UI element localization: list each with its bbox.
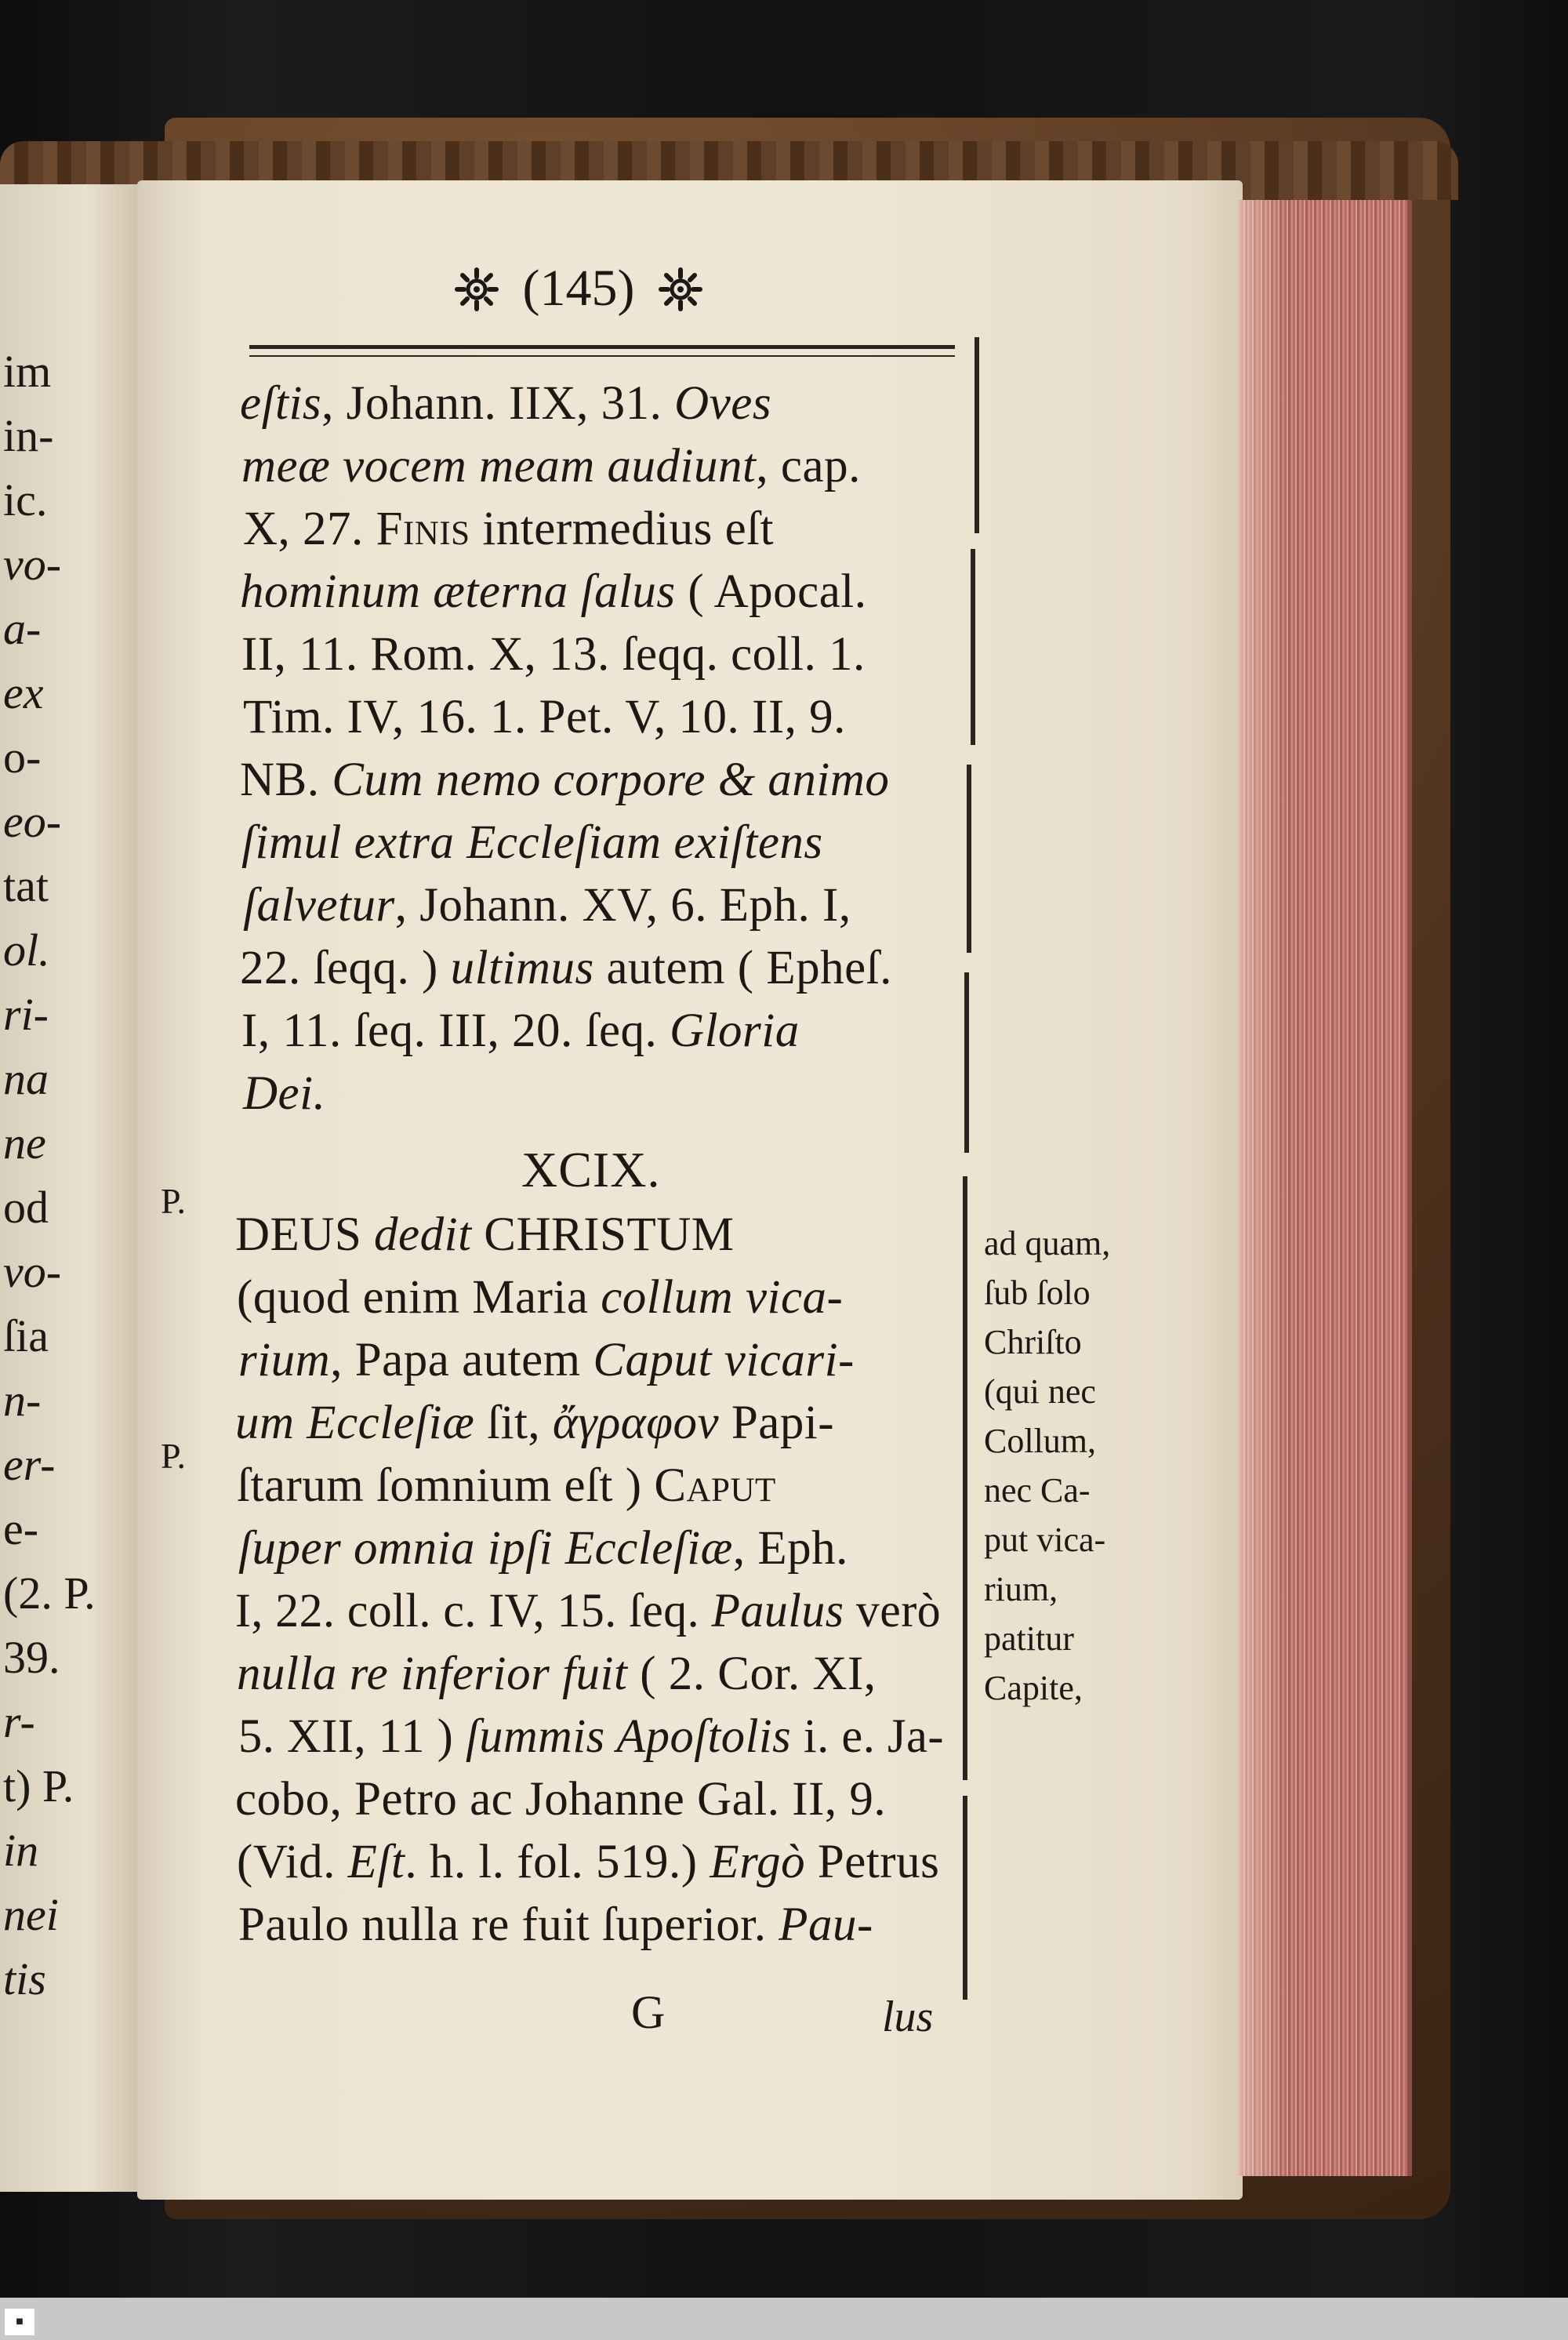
text-segment: Dei.	[243, 1067, 326, 1120]
text-segment: (quod enim Maria	[237, 1271, 601, 1324]
margin-note-line: (qui nec	[984, 1372, 1096, 1411]
text-line	[240, 376, 771, 431]
header-rule	[249, 345, 955, 357]
margin-note-line: Chriſto	[984, 1323, 1082, 1361]
text-line	[237, 1835, 939, 1890]
left-page-fragment: eo-	[3, 796, 62, 847]
text-segment: 22. ſeqq. )	[240, 942, 451, 994]
left-page-fragment: nei	[3, 1889, 59, 1940]
text-segment: Paulo nulla re fuit ſuperior.	[238, 1899, 779, 1951]
left-page-fragment: ne	[3, 1117, 46, 1168]
text-segment: rium	[238, 1334, 331, 1386]
text-segment: Oves	[674, 377, 772, 430]
left-page-fragment: ſia	[3, 1310, 49, 1361]
text-segment: meæ vocem meam audiunt	[241, 440, 757, 492]
text-line	[235, 1208, 735, 1263]
text-segment: I, 22. coll. c. IV, 15. ſeq.	[235, 1585, 712, 1637]
text-segment: Tim. IV, 16. 1. Pet. V, 10. II, 9.	[243, 691, 846, 743]
text-segment: , Johann. XV, 6. Eph. I,	[394, 879, 851, 932]
left-page-fragment: im	[3, 346, 52, 397]
text-line	[243, 878, 851, 933]
left-page-fragment: t) P.	[3, 1760, 74, 1811]
margin-note-line: patitur	[984, 1619, 1074, 1658]
text-line	[235, 1396, 834, 1451]
text-line	[240, 753, 889, 808]
margin-mark-p: P.	[161, 1181, 186, 1221]
text-segment: NB.	[240, 754, 332, 806]
text-segment: ſuper omnia ipſi Eccleſiæ	[238, 1522, 733, 1575]
text-segment: eſtis	[240, 377, 322, 430]
text-segment: II, 11. Rom. X, 13. ſeqq. coll. 1.	[241, 628, 866, 681]
margin-mark-p: P.	[161, 1436, 186, 1476]
library-logo-icon: ■	[5, 2309, 34, 2335]
text-line	[238, 1521, 848, 1576]
text-line	[241, 627, 866, 682]
margin-note-line: Capite,	[984, 1669, 1083, 1707]
text-segment: Ergò	[710, 1836, 806, 1888]
fleuron-right-icon	[659, 267, 702, 311]
margin-note-line: nec Ca-	[984, 1471, 1091, 1510]
text-segment: ſit,	[474, 1397, 553, 1449]
left-page-fragment: ol.	[3, 925, 50, 976]
text-segment: hominum æterna ſalus	[240, 565, 676, 618]
text-line	[240, 941, 892, 996]
text-segment: Caput	[654, 1459, 776, 1512]
text-line	[241, 1004, 800, 1059]
text-segment: um Eccleſiæ	[235, 1397, 475, 1449]
text-segment: (Vid.	[237, 1836, 348, 1888]
text-segment: Papi-	[719, 1397, 835, 1449]
text-line	[238, 1333, 855, 1388]
text-line	[243, 1066, 325, 1121]
left-page-fragment: in	[3, 1825, 39, 1876]
text-segment: , cap.	[756, 440, 861, 492]
left-page-fragment: vo-	[3, 539, 62, 590]
text-line	[243, 502, 774, 557]
left-page-fragment: tis	[3, 1953, 46, 2004]
text-line	[238, 1898, 873, 1953]
margin-note-line: ſub ſolo	[984, 1274, 1091, 1312]
text-segment: Paulus	[711, 1585, 844, 1637]
text-segment: ( 2. Cor. XI,	[627, 1648, 877, 1700]
left-page-fragment: n-	[3, 1375, 42, 1426]
text-line	[235, 1772, 886, 1827]
page-number: (145)	[522, 260, 635, 317]
text-segment: verò	[844, 1585, 942, 1637]
left-page-fragment: vo-	[3, 1246, 62, 1297]
left-page-fragment: er-	[3, 1439, 56, 1490]
scan-footer-bar	[0, 2298, 1568, 2340]
text-segment: 5. XII, 11 )	[238, 1710, 466, 1763]
text-segment: ( Apocal.	[675, 565, 867, 618]
margin-bracket-line	[967, 765, 971, 953]
text-segment: autem ( Epheſ.	[593, 942, 892, 994]
text-line	[238, 1710, 944, 1764]
margin-bracket-line	[975, 337, 979, 533]
text-line	[241, 439, 861, 494]
margin-bracket-line	[963, 1796, 967, 2000]
text-segment: Cum nemo corpore & animo	[332, 754, 890, 806]
text-segment: i. e. Ja-	[791, 1710, 945, 1763]
text-segment: X, 27.	[243, 503, 376, 555]
running-header	[455, 259, 702, 318]
left-page-fragment: r-	[3, 1696, 35, 1747]
fleuron-left-icon	[455, 267, 499, 311]
page-edge-shade	[1239, 200, 1286, 2176]
text-segment: DEUS	[235, 1208, 375, 1261]
text-segment: I, 11. ſeq. III, 20. ſeq.	[241, 1005, 670, 1057]
left-page-fragment: a-	[3, 603, 42, 654]
left-page-fragment: ex	[3, 667, 44, 718]
catchword: lus	[882, 1993, 934, 2041]
text-line	[240, 565, 867, 620]
margin-note-line: Collum,	[984, 1422, 1097, 1460]
left-page-fragment: (2. P.	[3, 1568, 96, 1619]
left-page-fragment: e-	[3, 1503, 39, 1554]
text-segment: collum vica-	[601, 1271, 844, 1324]
text-line	[237, 1270, 843, 1325]
left-page-fragment: in-	[3, 410, 54, 461]
text-line	[237, 1459, 776, 1513]
text-line	[243, 690, 846, 745]
signature-mark: G	[631, 1986, 666, 2038]
text-segment: Gloria	[670, 1005, 800, 1057]
section-number: XCIX.	[521, 1142, 661, 1197]
text-segment: . h. l. fol. 519.)	[405, 1836, 710, 1888]
text-segment: Eſt	[347, 1836, 405, 1888]
text-segment: ultimus	[450, 942, 594, 994]
text-line	[235, 1584, 941, 1639]
text-segment: Pau-	[779, 1899, 873, 1951]
left-page-fragment: na	[3, 1053, 49, 1104]
margin-note-line: rium,	[984, 1570, 1058, 1608]
text-segment: , Eph.	[732, 1522, 848, 1575]
text-segment: dedit	[374, 1208, 472, 1261]
margin-bracket-line	[964, 972, 969, 1153]
text-segment: , Johann. IIX, 31.	[321, 377, 675, 430]
text-segment: intermedius eſt	[470, 503, 775, 555]
margin-bracket-line	[971, 549, 975, 745]
text-segment: Caput vicari-	[593, 1334, 855, 1386]
text-segment: ſimul extra Eccleſiam exiſtens	[241, 816, 823, 869]
text-segment: cobo, Petro ac Johanne Gal. II, 9.	[235, 1773, 887, 1826]
text-segment: ſalvetur	[243, 879, 395, 932]
margin-note-line: put vica-	[984, 1521, 1106, 1559]
text-segment: ſtarum ſomnium eſt )	[237, 1459, 655, 1512]
left-page-fragment: od	[3, 1182, 49, 1233]
left-page-fragment: o-	[3, 732, 42, 783]
left-page-fragment: ri-	[3, 989, 49, 1040]
text-segment: Finis	[376, 503, 470, 555]
margin-note-line: ad quam,	[984, 1224, 1111, 1263]
left-page-fragment: ic.	[3, 474, 48, 525]
text-line	[241, 816, 823, 870]
margin-bracket-line	[963, 1176, 967, 1780]
text-segment: CHRISTUM	[471, 1208, 735, 1261]
text-segment: , Papa autem	[330, 1334, 593, 1386]
text-segment: ἄγραφον	[552, 1397, 720, 1449]
text-line	[237, 1647, 877, 1702]
text-segment: Petrus	[805, 1836, 940, 1888]
left-page-fragment: 39.	[3, 1632, 60, 1683]
text-segment: nulla re inferior fuit	[237, 1648, 628, 1700]
text-segment: ſummis Apoſtolis	[465, 1710, 792, 1763]
left-page-fragment: tat	[3, 860, 49, 911]
